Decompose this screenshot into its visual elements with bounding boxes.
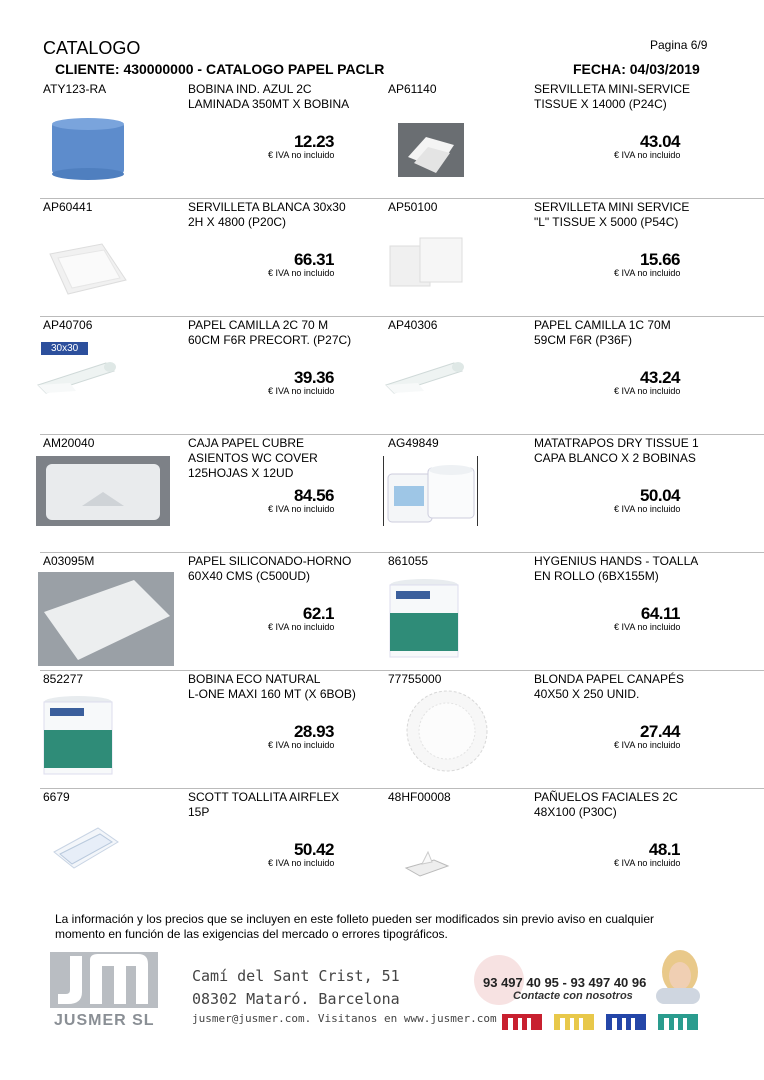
description-line: "L" TISSUE X 5000 (P54C) xyxy=(534,215,679,229)
product-description xyxy=(534,318,724,348)
product-price: 39.36 xyxy=(293,368,334,387)
description-line: BOBINA ECO NATURAL xyxy=(188,672,321,686)
description-line: L-ONE MAXI 160 MT (X 6BOB) xyxy=(188,687,356,701)
product-price: 50.04 xyxy=(639,486,680,505)
description-line: BLONDA PAPEL CANAPÉS xyxy=(534,672,685,686)
description-line: 60X40 CMS (C500UD) xyxy=(188,569,311,583)
product-code: AP50100 xyxy=(388,200,438,214)
product-description xyxy=(534,790,724,820)
product-image xyxy=(46,240,130,301)
iva-note: € IVA no incluido xyxy=(268,150,335,160)
iva-note: € IVA no incluido xyxy=(614,504,681,514)
product-code: 852277 xyxy=(43,672,84,686)
product-code: AP40706 xyxy=(43,318,93,332)
page-number: Pagina 6/9 xyxy=(650,38,708,52)
description-line: MATATRAPOS DRY TISSUE 1 xyxy=(534,436,699,450)
product-price: 15.66 xyxy=(639,250,680,269)
iva-note: € IVA no incluido xyxy=(268,268,335,278)
product-image xyxy=(386,577,462,668)
description-line: 59CM F6R (P36F) xyxy=(534,333,633,347)
product-image xyxy=(386,232,466,295)
product-image xyxy=(404,850,450,883)
row-divider xyxy=(40,434,764,435)
iva-note: € IVA no incluido xyxy=(268,740,335,750)
product-code: 6679 xyxy=(43,790,70,804)
product-code: AM20040 xyxy=(43,436,95,450)
description-line: 60CM F6R PRECORT. (P27C) xyxy=(188,333,352,347)
product-code: 861055 xyxy=(388,554,429,568)
description-line: SERVILLETA MINI SERVICE xyxy=(534,200,690,214)
description-line: HYGENIUS HANDS - TOALLA xyxy=(534,554,699,568)
image-border xyxy=(383,456,384,526)
description-line: EN ROLLO (6BX155M) xyxy=(534,569,659,583)
product-price: 84.56 xyxy=(293,486,334,505)
product-price: 62.1 xyxy=(302,604,334,623)
product-description xyxy=(534,436,724,466)
contact-label: Contacte con nosotros xyxy=(513,990,633,1002)
row-divider xyxy=(40,552,764,553)
product-code: AG49849 xyxy=(388,436,439,450)
product-price: 50.42 xyxy=(293,840,334,859)
product-price: 66.31 xyxy=(293,250,334,269)
product-code: AP61140 xyxy=(388,82,437,96)
product-price: 64.11 xyxy=(640,604,680,623)
date-header: FECHA: 04/03/2019 xyxy=(573,61,700,77)
client-header: CLIENTE: 430000000 - CATALOGO PAPEL PACLR xyxy=(55,61,385,77)
description-line: 40X50 X 250 UNID. xyxy=(534,687,640,701)
iva-note: € IVA no incluido xyxy=(614,386,681,396)
address-line: Camí del Sant Crist, 51 xyxy=(192,967,400,985)
product-description xyxy=(188,436,378,481)
iva-note: € IVA no incluido xyxy=(268,504,335,514)
row-divider xyxy=(40,198,764,199)
product-description xyxy=(188,82,378,112)
size-badge: 30x30 xyxy=(41,342,88,355)
iva-note: € IVA no incluido xyxy=(614,622,681,632)
description-line: BOBINA IND. AZUL 2C xyxy=(188,82,312,96)
product-description xyxy=(534,672,724,702)
product-image xyxy=(50,822,120,877)
description-line: TISSUE X 14000 (P24C) xyxy=(534,97,667,111)
product-description xyxy=(188,318,378,348)
description-line: PAÑUELOS FACIALES 2C xyxy=(534,790,678,804)
description-line: LAMINADA 350MT X BOBINA xyxy=(188,97,350,111)
product-code: ATY123-RA xyxy=(43,82,107,96)
product-description xyxy=(534,554,724,584)
description-line: SCOTT TOALLITA AIRFLEX xyxy=(188,790,340,804)
product-description xyxy=(188,790,378,820)
description-line: 125HOJAS X 12UD xyxy=(188,466,294,480)
brand-logo-mark xyxy=(658,1014,698,1030)
description-line: PAPEL CAMILLA 1C 70M xyxy=(534,318,671,332)
product-description xyxy=(188,672,378,702)
row-divider xyxy=(40,670,764,671)
description-line: 15P xyxy=(188,805,210,819)
product-price: 43.04 xyxy=(639,132,680,151)
iva-note: € IVA no incluido xyxy=(614,150,681,160)
operator-photo xyxy=(650,948,706,1004)
product-image xyxy=(404,688,490,779)
row-divider xyxy=(40,316,764,317)
catalog-title: CATALOGO xyxy=(43,38,141,58)
phone-numbers: 93 497 40 95 - 93 497 40 96 xyxy=(483,975,647,990)
description-line: 48X100 (P30C) xyxy=(534,805,617,819)
iva-note: € IVA no incluido xyxy=(268,622,335,632)
iva-note: € IVA no incluido xyxy=(268,386,335,396)
product-code: AP40306 xyxy=(388,318,438,332)
product-price: 43.24 xyxy=(639,368,680,387)
product-image xyxy=(36,456,170,531)
product-code: 77755000 xyxy=(388,672,442,686)
disclaimer-line: La información y los precios que se incluyen en este folleto pueden ser modificados sin previo aviso en cualquier xyxy=(55,912,655,926)
product-description xyxy=(534,82,724,112)
product-image xyxy=(36,355,128,400)
iva-note: € IVA no incluido xyxy=(268,858,335,868)
product-price: 48.1 xyxy=(648,840,680,859)
row-divider xyxy=(40,788,764,789)
description-line: 2H X 4800 (P20C) xyxy=(188,215,287,229)
address-line: 08302 Mataró. Barcelona xyxy=(192,990,400,1008)
product-price: 12.23 xyxy=(293,132,334,151)
image-border xyxy=(477,456,478,526)
product-description xyxy=(188,554,378,584)
product-description xyxy=(188,200,378,230)
product-image xyxy=(384,355,476,400)
iva-note: € IVA no incluido xyxy=(614,740,681,750)
product-code: 48HF00008 xyxy=(388,790,451,804)
disclaimer-line: momento en función de las exigencias del mercado o errores tipográficos. xyxy=(55,927,448,941)
product-image xyxy=(38,572,174,671)
description-line: PAPEL CAMILLA 2C 70 M xyxy=(188,318,329,332)
iva-note: € IVA no incluido xyxy=(614,268,681,278)
description-line: SERVILLETA MINI-SERVICE xyxy=(534,82,691,96)
brand-logo-mark xyxy=(502,1014,542,1030)
description-line: SERVILLETA BLANCA 30x30 xyxy=(188,200,346,214)
product-image xyxy=(398,123,464,182)
brand-logos xyxy=(502,1010,702,1032)
product-description xyxy=(534,200,724,230)
email-web: jusmer@jusmer.com. Visitanos en www.jusmer.com xyxy=(192,1012,497,1025)
product-price: 28.93 xyxy=(293,722,334,741)
product-image xyxy=(384,460,478,531)
description-line: ASIENTOS WC COVER xyxy=(188,451,318,465)
iva-note: € IVA no incluido xyxy=(614,858,681,868)
company-logo xyxy=(48,950,160,1010)
brand-logo-mark xyxy=(554,1014,594,1030)
product-image xyxy=(40,694,116,785)
description-line: PAPEL SILICONADO-HORNO xyxy=(188,554,352,568)
description-line: CAPA BLANCO X 2 BOBINAS xyxy=(534,451,696,465)
product-code: A03095M xyxy=(43,554,95,568)
product-code: AP60441 xyxy=(43,200,93,214)
product-price: 27.44 xyxy=(639,722,680,741)
description-line: CAJA PAPEL CUBRE xyxy=(188,436,305,450)
company-name: JUSMER SL xyxy=(54,1012,155,1029)
disclaimer xyxy=(55,912,735,942)
product-image xyxy=(48,116,128,185)
brand-logo-mark xyxy=(606,1014,646,1030)
